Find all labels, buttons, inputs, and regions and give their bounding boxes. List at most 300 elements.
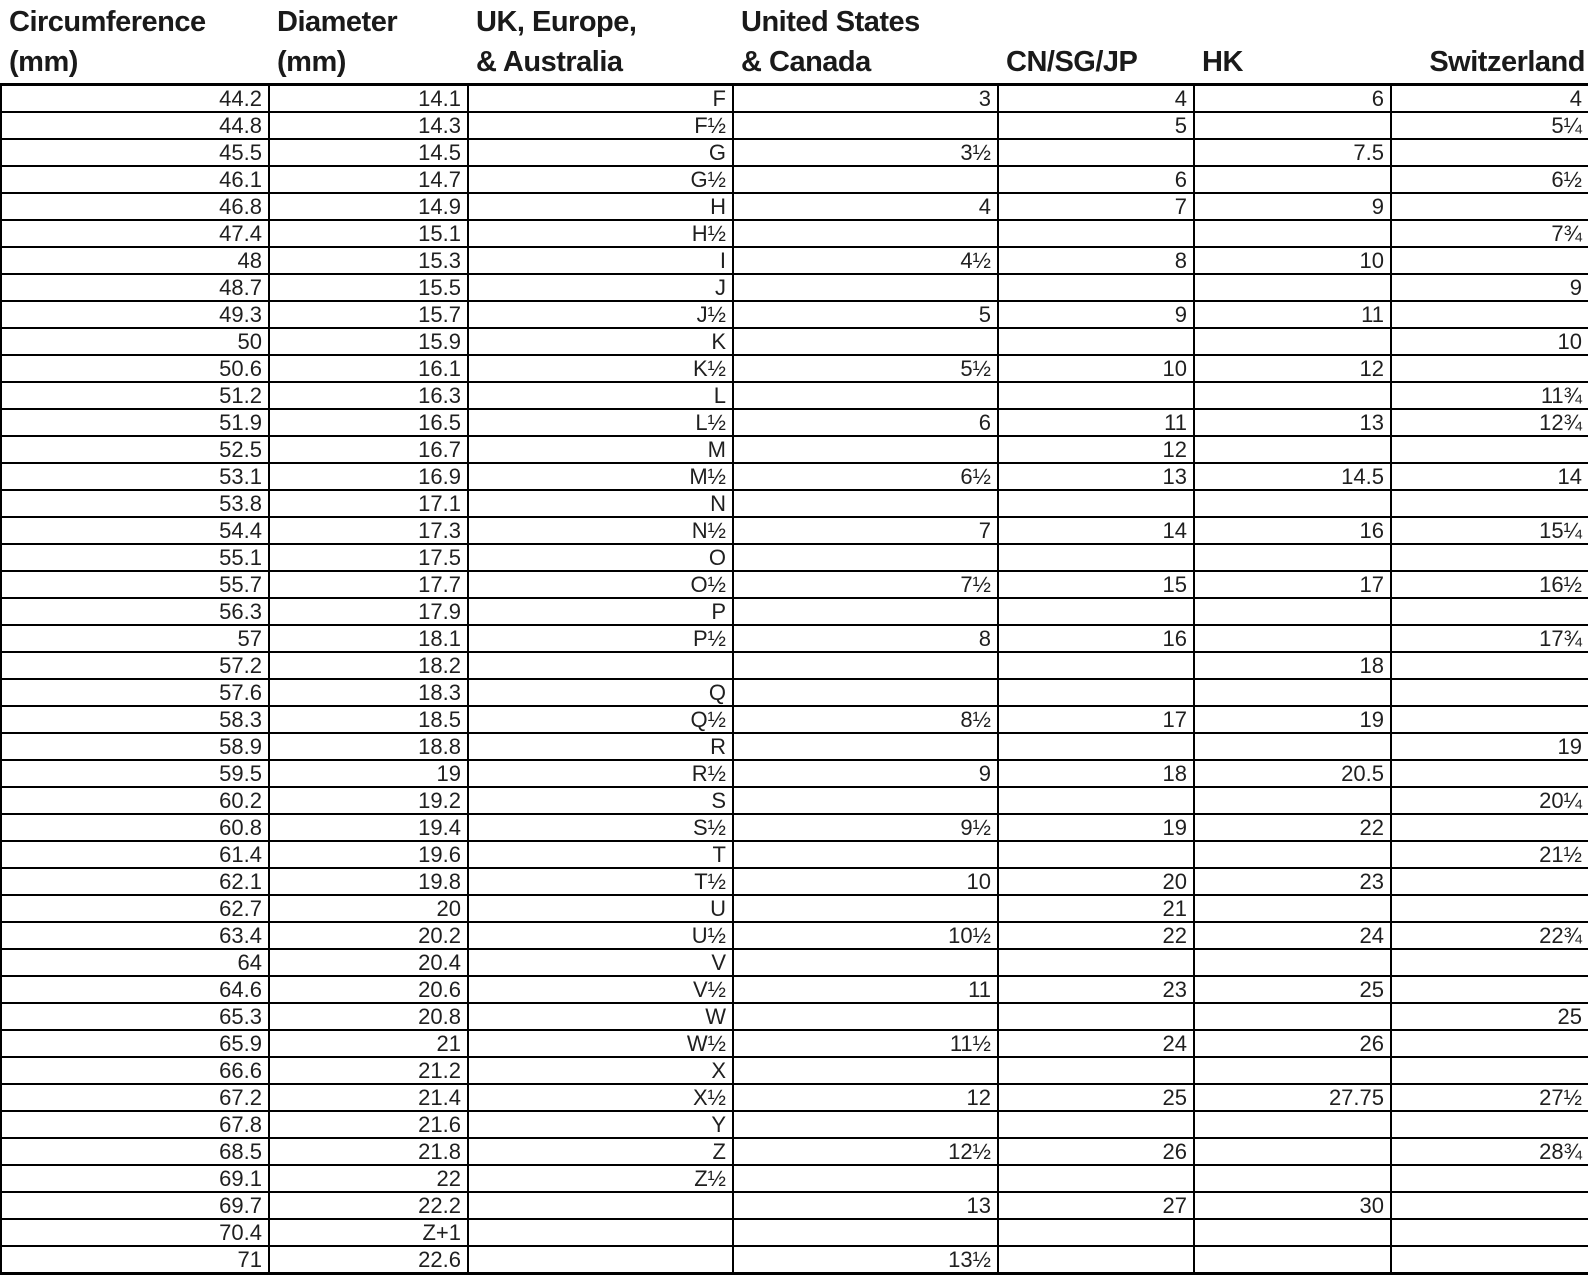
table-cell: 47.4 — [1, 220, 269, 247]
table-cell: 67.8 — [1, 1111, 269, 1138]
table-cell: 12¾ — [1391, 409, 1588, 436]
table-row — [1, 787, 1588, 814]
table-cell: I — [468, 247, 733, 274]
table-cell — [998, 841, 1194, 868]
table-cell: 11½ — [733, 1030, 998, 1057]
table-cell: Z½ — [468, 1165, 733, 1192]
table-row — [1, 355, 1588, 382]
table-cell — [733, 895, 998, 922]
table-cell: 20 — [998, 868, 1194, 895]
table-cell: M — [468, 436, 733, 463]
table-cell — [1391, 490, 1588, 517]
table-cell — [998, 328, 1194, 355]
table-cell: 12 — [1194, 355, 1391, 382]
table-cell — [998, 1057, 1194, 1084]
table-cell — [1391, 436, 1588, 463]
table-cell: P½ — [468, 625, 733, 652]
table-cell — [1391, 301, 1588, 328]
table-cell — [1194, 598, 1391, 625]
table-header-row — [1, 0, 1588, 84]
column-header-hk — [1194, 0, 1391, 84]
table-cell — [1391, 1057, 1588, 1084]
table-cell: N½ — [468, 517, 733, 544]
table-cell — [998, 220, 1194, 247]
column-header-circumference — [1, 0, 269, 84]
table-cell: 8 — [733, 625, 998, 652]
table-row — [1, 84, 1588, 112]
table-cell: 27 — [998, 1192, 1194, 1219]
table-row — [1, 706, 1588, 733]
table-cell: 65.3 — [1, 1003, 269, 1030]
table-cell: 14 — [1391, 463, 1588, 490]
table-cell — [733, 1057, 998, 1084]
header-line-2: & Canada — [741, 46, 871, 78]
table-row — [1, 409, 1588, 436]
table-cell — [1194, 382, 1391, 409]
table-cell: 9 — [733, 760, 998, 787]
table-cell — [998, 652, 1194, 679]
table-cell: 15.1 — [269, 220, 468, 247]
header-line-2: Switzerland — [1429, 46, 1585, 78]
table-row — [1, 436, 1588, 463]
table-cell: 7¾ — [1391, 220, 1588, 247]
table-cell — [1194, 1165, 1391, 1192]
table-cell — [1194, 544, 1391, 571]
table-cell: 44.2 — [1, 84, 269, 112]
table-cell: 14.9 — [269, 193, 468, 220]
table-cell — [998, 733, 1194, 760]
table-cell: 3 — [733, 84, 998, 112]
table-cell: 5¼ — [1391, 112, 1588, 139]
table-cell: 22.6 — [269, 1246, 468, 1274]
table-cell: 8½ — [733, 706, 998, 733]
table-cell: 58.9 — [1, 733, 269, 760]
table-cell — [1194, 841, 1391, 868]
table-cell — [998, 949, 1194, 976]
table-cell: 19.6 — [269, 841, 468, 868]
table-cell: 49.3 — [1, 301, 269, 328]
table-cell: 15.5 — [269, 274, 468, 301]
table-cell — [998, 274, 1194, 301]
table-row — [1, 166, 1588, 193]
table-row — [1, 652, 1588, 679]
table-cell — [1194, 625, 1391, 652]
table-cell: 65.9 — [1, 1030, 269, 1057]
table-cell — [998, 787, 1194, 814]
table-cell: 12½ — [733, 1138, 998, 1165]
table-cell: 48 — [1, 247, 269, 274]
table-cell: 57 — [1, 625, 269, 652]
table-cell: 14.5 — [1194, 463, 1391, 490]
table-cell — [1391, 652, 1588, 679]
table-row — [1, 895, 1588, 922]
header-line-1 — [1391, 2, 1585, 42]
table-cell: 44.8 — [1, 112, 269, 139]
table-cell: V — [468, 949, 733, 976]
header-line-2: (mm) — [277, 46, 346, 78]
table-cell: 18 — [1194, 652, 1391, 679]
table-cell: 25 — [1391, 1003, 1588, 1030]
table-cell: G — [468, 139, 733, 166]
table-cell: 10½ — [733, 922, 998, 949]
table-cell: 14.5 — [269, 139, 468, 166]
table-cell — [733, 598, 998, 625]
table-cell — [1391, 814, 1588, 841]
table-cell: 23 — [1194, 868, 1391, 895]
table-cell: K — [468, 328, 733, 355]
table-cell: 18.8 — [269, 733, 468, 760]
table-cell: 3½ — [733, 139, 998, 166]
table-row — [1, 868, 1588, 895]
table-cell: 57.6 — [1, 679, 269, 706]
table-cell: 20.4 — [269, 949, 468, 976]
table-row — [1, 193, 1588, 220]
table-cell — [733, 787, 998, 814]
column-header-switzerland — [1391, 0, 1588, 84]
table-cell: 18 — [998, 760, 1194, 787]
table-cell: 56.3 — [1, 598, 269, 625]
table-cell: 15¼ — [1391, 517, 1588, 544]
table-cell: L — [468, 382, 733, 409]
table-cell — [1391, 355, 1588, 382]
table-cell: Q½ — [468, 706, 733, 733]
table-cell: P — [468, 598, 733, 625]
table-cell — [1194, 895, 1391, 922]
table-cell: 62.1 — [1, 868, 269, 895]
table-cell: 55.1 — [1, 544, 269, 571]
table-cell: 4 — [1391, 84, 1588, 112]
table-row — [1, 1003, 1588, 1030]
table-row — [1, 1246, 1588, 1274]
header-line-1: United States — [741, 6, 920, 38]
column-header-cn-sg-jp — [998, 0, 1194, 84]
column-header-diameter — [269, 0, 468, 84]
table-cell — [733, 841, 998, 868]
table-cell: 22 — [1194, 814, 1391, 841]
table-cell: 11 — [998, 409, 1194, 436]
table-cell — [1194, 328, 1391, 355]
table-cell: 7 — [998, 193, 1194, 220]
table-cell: F½ — [468, 112, 733, 139]
table-cell: K½ — [468, 355, 733, 382]
table-cell — [733, 733, 998, 760]
column-header-us-canada — [733, 0, 998, 84]
table-row — [1, 490, 1588, 517]
table-cell — [1194, 1111, 1391, 1138]
table-cell: 17.9 — [269, 598, 468, 625]
table-cell: 13 — [733, 1192, 998, 1219]
header-line-1 — [1006, 2, 1194, 42]
table-cell: 12 — [733, 1084, 998, 1111]
table-cell: 14.1 — [269, 84, 468, 112]
table-cell: 14.7 — [269, 166, 468, 193]
table-cell: 19 — [998, 814, 1194, 841]
table-cell — [1194, 1246, 1391, 1274]
table-cell: 16.5 — [269, 409, 468, 436]
table-row — [1, 571, 1588, 598]
table-cell: 17.7 — [269, 571, 468, 598]
table-cell: 9 — [1391, 274, 1588, 301]
table-cell — [733, 436, 998, 463]
table-cell: 53.1 — [1, 463, 269, 490]
table-cell: 20¼ — [1391, 787, 1588, 814]
table-cell: X½ — [468, 1084, 733, 1111]
table-cell — [733, 1165, 998, 1192]
table-cell: 20.5 — [1194, 760, 1391, 787]
table-cell: 57.2 — [1, 652, 269, 679]
table-cell: 10 — [733, 868, 998, 895]
table-cell: 19.4 — [269, 814, 468, 841]
table-cell: 15.9 — [269, 328, 468, 355]
table-cell: 9 — [998, 301, 1194, 328]
table-cell — [998, 544, 1194, 571]
table-cell: 25 — [998, 1084, 1194, 1111]
table-cell — [1194, 436, 1391, 463]
table-cell — [1391, 976, 1588, 1003]
table-cell: 22 — [269, 1165, 468, 1192]
table-cell — [733, 328, 998, 355]
table-cell: H — [468, 193, 733, 220]
table-cell: 25 — [1194, 976, 1391, 1003]
table-cell: 46.8 — [1, 193, 269, 220]
table-cell — [468, 652, 733, 679]
table-cell: 63.4 — [1, 922, 269, 949]
table-row — [1, 1030, 1588, 1057]
table-cell: Q — [468, 679, 733, 706]
table-row — [1, 976, 1588, 1003]
table-cell — [1194, 787, 1391, 814]
table-cell: 6 — [1194, 84, 1391, 112]
table-cell: 19 — [269, 760, 468, 787]
table-cell: 17 — [1194, 571, 1391, 598]
table-cell: 18.3 — [269, 679, 468, 706]
table-row — [1, 517, 1588, 544]
table-cell: 13½ — [733, 1246, 998, 1274]
table-cell: 45.5 — [1, 139, 269, 166]
table-cell: 64 — [1, 949, 269, 976]
table-cell: 6 — [733, 409, 998, 436]
table-cell: 12 — [998, 436, 1194, 463]
table-cell: 16.1 — [269, 355, 468, 382]
table-cell: 60.8 — [1, 814, 269, 841]
table-cell — [733, 112, 998, 139]
table-cell: 20.2 — [269, 922, 468, 949]
column-header-uk-europe-australia — [468, 0, 733, 84]
table-cell: 22 — [998, 922, 1194, 949]
table-row — [1, 328, 1588, 355]
table-cell: T — [468, 841, 733, 868]
table-cell: 14 — [998, 517, 1194, 544]
table-cell — [1391, 868, 1588, 895]
table-cell — [1194, 1219, 1391, 1246]
table-cell — [733, 166, 998, 193]
table-cell: 48.7 — [1, 274, 269, 301]
table-cell — [733, 382, 998, 409]
table-cell — [1391, 949, 1588, 976]
table-cell — [733, 544, 998, 571]
table-cell: 70.4 — [1, 1219, 269, 1246]
table-row — [1, 220, 1588, 247]
table-cell: 51.2 — [1, 382, 269, 409]
table-cell: 7 — [733, 517, 998, 544]
table-cell — [1194, 274, 1391, 301]
table-cell: T½ — [468, 868, 733, 895]
table-cell: 26 — [998, 1138, 1194, 1165]
table-cell: 7.5 — [1194, 139, 1391, 166]
table-cell: 7½ — [733, 571, 998, 598]
table-cell: 5 — [998, 112, 1194, 139]
table-cell — [1194, 166, 1391, 193]
table-cell — [1194, 220, 1391, 247]
table-cell: W — [468, 1003, 733, 1030]
table-cell — [1391, 247, 1588, 274]
table-cell — [468, 1246, 733, 1274]
table-cell: R½ — [468, 760, 733, 787]
table-cell: J — [468, 274, 733, 301]
table-cell: Z+1 — [269, 1219, 468, 1246]
table-cell: U — [468, 895, 733, 922]
table-cell: 16.7 — [269, 436, 468, 463]
table-row — [1, 1219, 1588, 1246]
table-cell: S — [468, 787, 733, 814]
table-cell — [998, 679, 1194, 706]
table-cell — [1391, 139, 1588, 166]
table-cell: 13 — [1194, 409, 1391, 436]
table-cell — [998, 1219, 1194, 1246]
table-cell: 26 — [1194, 1030, 1391, 1057]
table-cell: 10 — [998, 355, 1194, 382]
table-row — [1, 1138, 1588, 1165]
table-cell — [998, 1246, 1194, 1274]
header-line-1: Diameter — [277, 6, 398, 38]
table-cell: 15 — [998, 571, 1194, 598]
table-cell: 4 — [733, 193, 998, 220]
table-cell: U½ — [468, 922, 733, 949]
table-cell — [1194, 1057, 1391, 1084]
table-body — [1, 84, 1588, 1273]
table-cell — [998, 382, 1194, 409]
table-cell: 19 — [1194, 706, 1391, 733]
table-row — [1, 1192, 1588, 1219]
table-cell: 4 — [998, 84, 1194, 112]
table-cell: 24 — [998, 1030, 1194, 1057]
table-cell — [1194, 733, 1391, 760]
table-cell: L½ — [468, 409, 733, 436]
table-row — [1, 1057, 1588, 1084]
table-cell: 10 — [1194, 247, 1391, 274]
table-cell: 62.7 — [1, 895, 269, 922]
table-cell — [1391, 679, 1588, 706]
table-cell: 21 — [998, 895, 1194, 922]
table-cell — [1391, 1246, 1588, 1274]
table-row — [1, 1111, 1588, 1138]
table-cell — [733, 220, 998, 247]
table-cell: 21.4 — [269, 1084, 468, 1111]
table-cell: 66.6 — [1, 1057, 269, 1084]
table-cell: 10 — [1391, 328, 1588, 355]
table-cell: 27.75 — [1194, 1084, 1391, 1111]
table-cell: 60.2 — [1, 787, 269, 814]
table-cell: 61.4 — [1, 841, 269, 868]
table-cell: 18.5 — [269, 706, 468, 733]
table-row — [1, 625, 1588, 652]
table-cell — [1391, 760, 1588, 787]
table-cell: 20.6 — [269, 976, 468, 1003]
table-cell: 46.1 — [1, 166, 269, 193]
table-cell: 28¾ — [1391, 1138, 1588, 1165]
table-cell: 69.7 — [1, 1192, 269, 1219]
table-row — [1, 949, 1588, 976]
table-cell: 20.8 — [269, 1003, 468, 1030]
table-cell: 9 — [1194, 193, 1391, 220]
table-cell: 17.1 — [269, 490, 468, 517]
table-cell: 52.5 — [1, 436, 269, 463]
table-cell — [1194, 679, 1391, 706]
table-cell: 67.2 — [1, 1084, 269, 1111]
table-cell: 11¾ — [1391, 382, 1588, 409]
table-cell: G½ — [468, 166, 733, 193]
table-cell: 18.1 — [269, 625, 468, 652]
table-cell — [1391, 1030, 1588, 1057]
table-cell — [1391, 193, 1588, 220]
table-cell: 5½ — [733, 355, 998, 382]
table-cell: 15.3 — [269, 247, 468, 274]
table-cell: 21.6 — [269, 1111, 468, 1138]
table-cell: F — [468, 84, 733, 112]
table-cell: 30 — [1194, 1192, 1391, 1219]
table-cell: 54.4 — [1, 517, 269, 544]
table-cell: V½ — [468, 976, 733, 1003]
table-cell: N — [468, 490, 733, 517]
table-cell: 68.5 — [1, 1138, 269, 1165]
table-cell: 21½ — [1391, 841, 1588, 868]
header-line-1: Circumference — [9, 6, 206, 38]
table-cell — [733, 274, 998, 301]
table-cell — [1391, 895, 1588, 922]
table-cell: Y — [468, 1111, 733, 1138]
table-cell — [1391, 598, 1588, 625]
table-cell — [733, 949, 998, 976]
table-cell — [468, 1219, 733, 1246]
table-cell: 58.3 — [1, 706, 269, 733]
table-cell: 8 — [998, 247, 1194, 274]
table-cell — [998, 1111, 1194, 1138]
table-row — [1, 814, 1588, 841]
table-cell: 16 — [1194, 517, 1391, 544]
table-cell: Z — [468, 1138, 733, 1165]
table-cell: 22.2 — [269, 1192, 468, 1219]
table-cell — [1194, 1138, 1391, 1165]
table-row — [1, 544, 1588, 571]
table-cell: 6½ — [1391, 166, 1588, 193]
table-cell: 15.7 — [269, 301, 468, 328]
header-line-2: HK — [1202, 46, 1243, 78]
table-row — [1, 922, 1588, 949]
table-cell: 19.2 — [269, 787, 468, 814]
table-cell: H½ — [468, 220, 733, 247]
table-cell: 17.3 — [269, 517, 468, 544]
table-row — [1, 733, 1588, 760]
table-cell: M½ — [468, 463, 733, 490]
table-row — [1, 1165, 1588, 1192]
table-row — [1, 841, 1588, 868]
table-cell — [733, 652, 998, 679]
table-row — [1, 247, 1588, 274]
table-cell: R — [468, 733, 733, 760]
table-cell: S½ — [468, 814, 733, 841]
table-cell: 17.5 — [269, 544, 468, 571]
table-cell — [1391, 1192, 1588, 1219]
